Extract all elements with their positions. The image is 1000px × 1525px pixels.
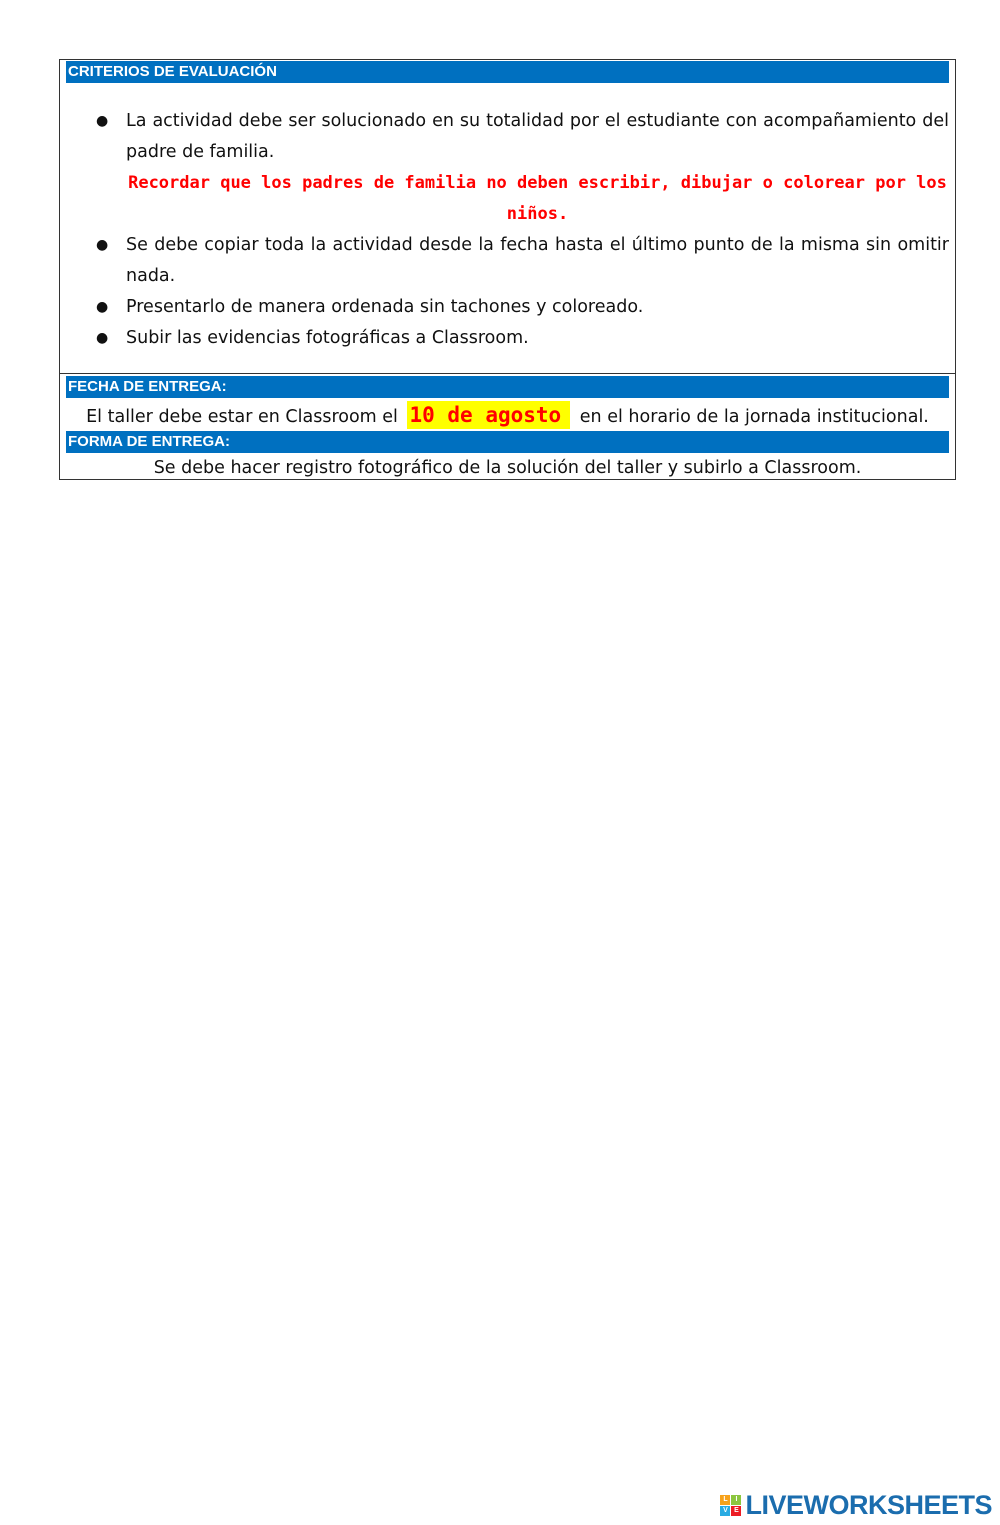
bullet-icon: ● [96, 113, 109, 129]
bullet-icon: ● [96, 299, 109, 315]
logo-mark-letter: I [731, 1495, 741, 1505]
criteria-item-text: Subir las evidencias fotográficas a Classroom. [126, 328, 529, 348]
list-item [96, 230, 949, 292]
criterios-header: CRITERIOS DE EVALUACIÓN [66, 61, 949, 83]
bullet-icon: ● [96, 237, 109, 253]
fecha-header: FECHA DE ENTREGA: [66, 376, 949, 398]
logo-text: LIVEWORKSHEETS [745, 1489, 992, 1520]
criteria-item-text: Presentarlo de manera ordenada sin tachones y coloreado. [126, 297, 644, 317]
criteria-item-text: Se debe copiar toda la actividad desde la fecha hasta el último punto de la misma sin omitir nada. [126, 235, 949, 286]
fecha-text [66, 401, 949, 431]
due-date-highlight: 10 de agosto [407, 401, 570, 429]
logo-mark-letter: V [720, 1506, 730, 1516]
criteria-list [96, 106, 949, 354]
fecha-text-after: en el horario de la jornada institucional. [579, 407, 929, 427]
liveworksheets-logo [720, 1490, 992, 1520]
list-item [96, 323, 949, 354]
fecha-text-before: El taller debe estar en Classroom el [86, 407, 398, 427]
section-divider [60, 373, 955, 374]
forma-text: Se debe hacer registro fotográfico de la solución del taller y subirlo a Classroom. [153, 458, 862, 478]
criteria-item-text: La actividad debe ser solucionado en su totalidad por el estudiante con acompañamiento del padre de familia. [126, 111, 949, 162]
evaluation-sheet [59, 59, 956, 480]
parent-reminder: Recordar que los padres de familia no deben escribir, dibujar o colorear por los niños. [128, 173, 947, 224]
forma-header: FORMA DE ENTREGA: [66, 431, 949, 453]
logo-mark-icon [720, 1495, 741, 1516]
list-item [96, 292, 949, 323]
bullet-icon: ● [96, 330, 109, 346]
logo-mark-letter: L [720, 1495, 730, 1505]
logo-mark-letter: E [731, 1506, 741, 1516]
list-item [96, 106, 949, 168]
